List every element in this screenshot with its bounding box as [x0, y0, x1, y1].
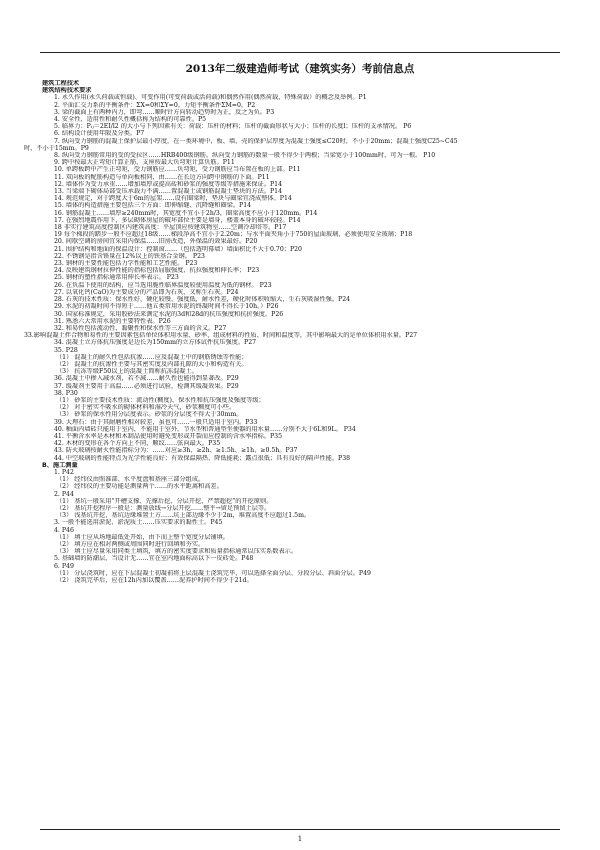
text-line: 23. 钢材的主要性能包括力学性能和工艺性能。 P23	[54, 260, 198, 268]
text-line: 13. 当梁端下砌体局部受压承载力不满……置混凝土或钢筋混凝土垫块的方法。P14	[54, 188, 283, 196]
text-line: （2） 填方应在相对两侧或周围同时进行回填和夯实。	[56, 541, 205, 548]
text-line: （2） 混凝土的抗渗性主要与其密实度及内部孔隙的大小和构造有关。	[56, 360, 248, 368]
text-line: 2. 平面汇交力系的平衡条件：ΣX=0和ΣY=0。力矩平衡条件ΣM=0。P2	[54, 101, 256, 109]
text-line: 2. P44	[54, 490, 74, 498]
text-line: 8. 纵向受力钢筋常用的受的受拉区……HRB400级钢筋。纵向受力钢筋的数量一般不得少于两根；当梁宽小于100mm时，可为一根。 P10	[54, 152, 436, 160]
text-line: 41. 平衡含水率是木材和木制品使用时避免变形或开裂而应控制的含水率指标。P35	[54, 432, 283, 440]
text-line: 44. 中空玻璃的性能特点为光学性能良好；有效保温隔热、降低能耗；露点很低；具有良好的隔声性能。P38	[54, 454, 351, 462]
text-line: 时，不小于15mm。P9	[24, 144, 89, 152]
text-line: 26. 在负温下使用的结构，应当选用脆性临界温度较使用温度为低的钢材。 P23	[54, 281, 272, 289]
text-line: 24. 反映建筑钢材拉伸性能的指标包括屈服强度、抗拉强度和伸长率； P23	[54, 267, 260, 275]
text-line: 4. P46	[54, 526, 74, 534]
text-line: 5. 临界力：Pᵢⱼ＝2EI/l2 的大小与下列因素有关：荷载：压杆的材料；压杆的截面形状与大小；压杆的长度l；压杆的支承情况。 P6	[54, 123, 412, 131]
text-line: 14. 规范规定，对于跨度大于6m的屋架……设有圈梁时，垫块与圈梁宜浇成整体。P14	[54, 195, 292, 203]
text-line: 40. 釉面内墙砖只能用于室内，不能用于室外。节水型和普通型坐便器的用水量……分别不大于6L和9L。 P34	[54, 425, 356, 433]
text-line: 16. 钢筋混凝土……墙厚≥240mm时，其宽度不宜小于2h/3，圈梁高度不应小于120mm。P14	[54, 209, 318, 217]
text-line: 29. 水泥的初凝时间不得短于……他五类常用水泥的终凝时间不得长于10h。）P26	[54, 303, 279, 311]
text-line: 35. P28	[54, 346, 78, 354]
text-line: 7. 纵向受力钢筋的混凝土保护层最小厚度，在一类环境中，板、墙、壳的保护层厚度为混凝土强度≤C20时，不小于20mm；混凝土强度C25~C45	[54, 137, 458, 145]
text-line: （2） 经纬仪的主要功能是测量两个……的水平距离和高差。	[56, 483, 223, 491]
text-line: 38. P30	[54, 389, 78, 397]
text-line: 1. P42	[54, 468, 74, 476]
text-line: （1） 经纬仪由照准部、水平度盘和基座三部分组成。	[56, 476, 205, 484]
text-line: 5. 基础墙的防潮层，当设计无……宜在室内地面标高以下一皮砖处。P48	[54, 555, 254, 563]
document-body	[24, 80, 564, 585]
text-line: 42. 木材的变形在各个方向上不同，顺纹……弦向最大。P35	[54, 440, 221, 448]
text-line: 22. 不锈钢是指含铬量在12%以上的铁基合金钢。 P23	[54, 252, 205, 260]
text-line: 12. 墙体作为受力承重……增加墙厚或提高砖和砂浆的强度等级等措施来保证。P14	[54, 180, 283, 188]
text-line: 32. 和易性包括流动性、黏聚性和保水性等三方面的含义。P27	[54, 324, 227, 332]
section-heading: B、施工测量	[42, 461, 78, 469]
text-line: 18 非实行建筑高度控制区内建筑高度：平屋顶应按建筑物室……空调冷却塔等。P17	[54, 224, 287, 232]
text-line: （3） 抗冻等级F50以上的混凝土简称抗冻混凝土。	[56, 368, 198, 376]
text-line: （3） 砂浆的保水性用分层度表示。砂浆的分层度不得大于30mm。	[56, 411, 243, 419]
text-line: （1） 砂浆的主要技术性质：流动性(稠度)、保水性和抗压强度及强度等级；	[56, 396, 265, 404]
text-line: 11. 双向板的配筋构造与单向板相同，由……在长边方向跨中钢筋的下面。P11	[54, 173, 270, 181]
text-line: 28. 石灰的技术性质：保水性好，硬化较慢、强度低，耐水性差，硬化时体积收缩大，生石灰吸湿性强。P24	[54, 296, 351, 304]
bottom-rule	[40, 829, 560, 830]
text-line: 19 每个梯段的踏步一般不应超过18级……梯段净高不宜小于2.20m；与水平面夹角小于750的屋面玻璃，必须使用安全玻璃；P18	[54, 231, 413, 239]
text-line: （1） 填土应从场地最低处开始，由下而上整个宽度分层铺填。	[56, 533, 229, 541]
text-line: 21. 围护结构和地面的保温设计：控制窗……（包括透明幕墙）墙面积比不大于0.70；P20	[54, 245, 302, 253]
text-line: 43. 防火玻璃按耐火性能指标分为：……对应≥3h、≥2h、≥1.5h、≥1h、≥0.5h。P37	[54, 447, 298, 455]
text-line: 17. 在强烈地震作用下，多层砌体房屋的破坏部位主要是墙身，楼盖本身的破坏较轻。P14	[54, 216, 301, 224]
text-line: 31. 熟悉六大常用水泥的主要特性表。P26	[54, 317, 171, 325]
text-line: （2） 基坑开挖程序一般是：测量放线→分层开挖……整平→留足预留土层等。	[56, 504, 271, 512]
text-line: 6. P49	[54, 562, 74, 570]
text-line: 37. 缓凝剂主要用于高温……必须进行试验，检测其缓凝效果。P29	[54, 382, 239, 390]
section-heading: 建筑工程技术	[42, 80, 80, 87]
text-line: （3） 浅基坑开挖，基坑边缘堆置土方……坑上部边缘不少于2m，堆置高度不应超过1.5m。	[56, 512, 311, 520]
text-line: （2） 浇筑完毕后，应在12h内加以覆盖……泥养护时间不得少于21d。	[56, 577, 253, 585]
text-line: （1） 混凝土的耐久性包括抗渗……应及混凝土中的钢筋锈蚀等性能；	[56, 353, 248, 361]
text-line: 9. 跨中按最大正弯矩计算正筋，支座按最大负弯矩计算负筋。P11	[54, 159, 235, 167]
text-line: 36. 混凝土中掺入减水剂，若不减……耐久性也能得到显著改。P29	[54, 375, 239, 383]
text-line: 25. 钢材的塑性指标通常用伸长率表示。 P23	[54, 274, 179, 282]
section-heading: 建筑结构技术要求	[42, 87, 92, 95]
top-rule	[40, 52, 560, 53]
document-title: 2013年二级建造师考试（建筑实务）考前信息点	[185, 63, 415, 75]
text-line: 34. 混凝土立方体抗压强度是边长为150mm的立方体试件抗压强度。P27	[54, 339, 257, 347]
text-line: （1） 基坑一般采用“开槽支撑、先撑后挖、分层开挖、严禁超挖”的开挖原则。	[56, 497, 273, 505]
text-line: 3. 一般不能选用淤泥、淤泥质土……压实要求的黏性土。P45	[54, 519, 223, 527]
text-line: 39. 大理石：由于其耐磨性相对较差，虽也可……一般只适用于室内。P33	[54, 418, 258, 426]
text-line: （1） 分层浇筑时，应在下层混凝土初凝前将上层混凝土浇筑完毕，可以选择全面分层、分段分层、斜面分层。P49	[56, 569, 371, 577]
text-line: （3） 填土应尽量采用同类土填筑，填方的密实度要求和质量指标通常以压实系数表示。	[56, 548, 298, 556]
text-line: 10. 单跨板跨中产生正弯矩，受力钢筋应……负弯矩，受力钢筋应当布置在板的上部。P11	[54, 166, 301, 174]
text-line: 27. 以氧化钙(CaO)为主要成分的产品即为石灰，又称生石灰。P24	[54, 288, 239, 296]
text-line: 4. 安全性、适用性和耐久性概括称为结构的可靠性。P5	[54, 116, 207, 124]
text-line: 15. 墙体的构造措施主要包括三个方面：即伸缩缝、沉降缝和圈梁。P14	[54, 202, 252, 210]
text-line: 6. 结构设计使用年限及分类。P7	[54, 130, 145, 138]
text-line: （2） 对于密实不吸水的砌体材料和湿冷天气，砂浆稠度可小些。	[56, 404, 236, 412]
page-number: 1	[297, 835, 303, 843]
text-line: 20. 间歇空调的房间宜采用内保温……旧房改造，外保温的效果最好。P20	[54, 238, 258, 246]
text-line: 3. 梁的截面上有两种内力，即弯……顺时针方向转动趋势时为正，反之为负。P3	[54, 108, 275, 116]
text-line: 30. 国家标准规定，采用胶砂法来测定水泥的3d和28d的抗压强度和抗折强度。P26	[54, 310, 284, 318]
text-line: 1. 永久作用(永久荷载或恒载)、可变作用(可变荷载或活荷载)和偶然作用(偶然荷载、特殊荷载）的概念及举例。P1	[54, 94, 367, 102]
text-line: 33.影响混凝土拌合物和易性的主要因素包括单位体积用水量、砂率、组成材料的性质、时间和温度等，其中影响最大的是单位体积用水量。P27	[24, 332, 418, 340]
